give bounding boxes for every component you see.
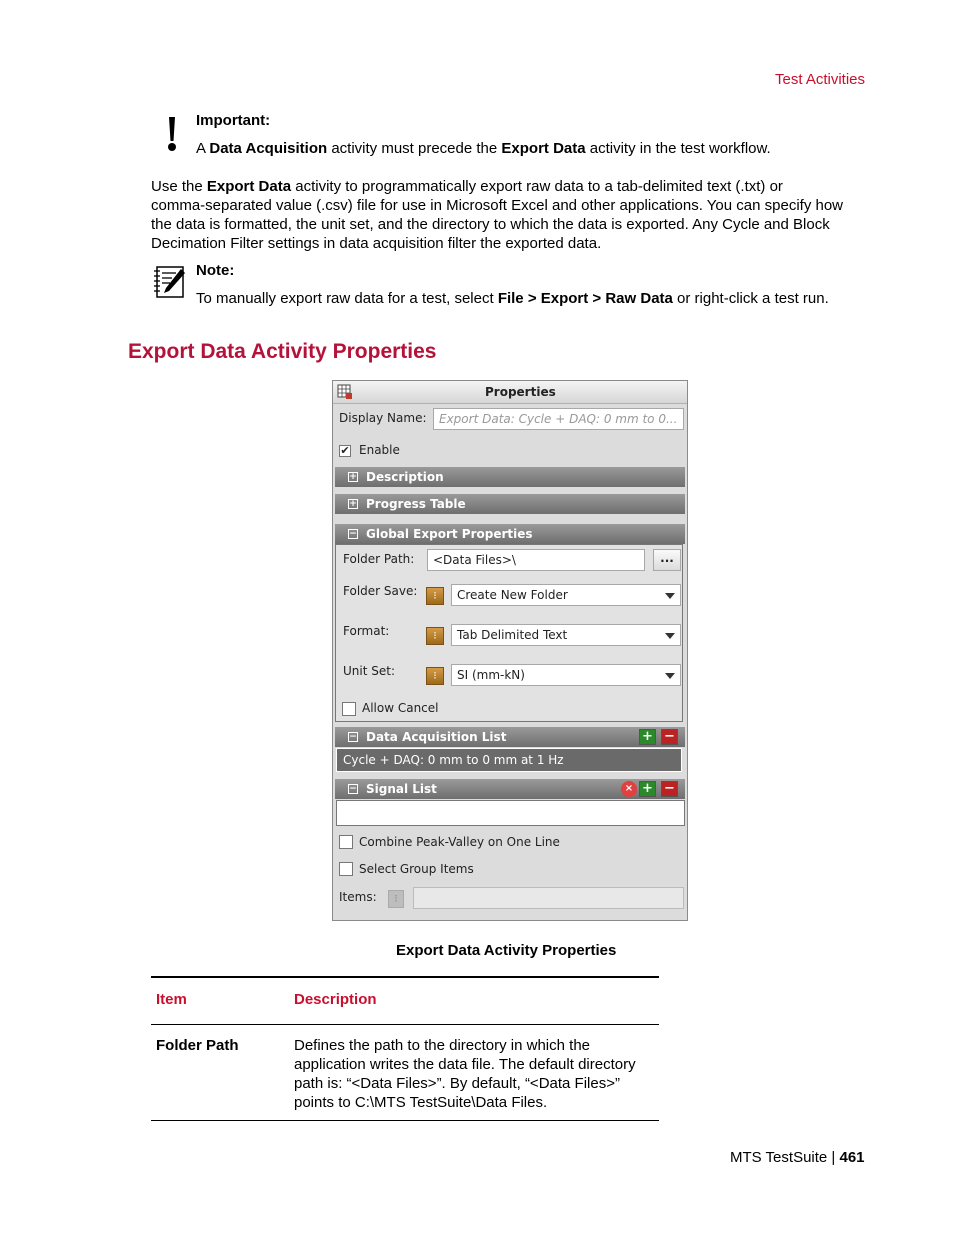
table-header-item: Item: [156, 991, 187, 1008]
display-name-label: Display Name:: [339, 411, 427, 425]
note-label: Note:: [196, 262, 235, 279]
note-pencil-icon: [151, 263, 187, 299]
global-export-section-header[interactable]: − Global Export Properties: [335, 524, 685, 544]
format-label: Format:: [343, 624, 390, 638]
format-dropdown[interactable]: Tab Delimited Text: [451, 624, 681, 646]
remove-icon[interactable]: −: [661, 781, 678, 797]
table-bottom-rule: [151, 1120, 659, 1121]
signal-list-box[interactable]: [336, 800, 685, 826]
table-row-description: Defines the path to the directory in which the application writes the data file. The default directory path is: “<Data Files>”. By default, “<Data Files>” points to C:\MTS TestSuite\Data Files.: [294, 1037, 636, 1111]
combine-peak-valley-checkbox[interactable]: [339, 835, 353, 849]
unit-set-dropdown[interactable]: SI (mm-kN): [451, 664, 681, 686]
description-section-header[interactable]: + Description: [335, 467, 685, 487]
section-title: Export Data Activity Properties: [128, 340, 437, 363]
unit-set-label: Unit Set:: [343, 664, 395, 678]
daq-list-item[interactable]: Cycle + DAQ: 0 mm to 0 mm at 1 Hz: [336, 748, 682, 772]
note-text: To manually export raw data for a test, select File > Export > Raw Data or right-click a test run.: [196, 290, 829, 307]
folder-save-label: Folder Save:: [343, 584, 418, 598]
browse-button[interactable]: ...: [653, 549, 681, 571]
properties-grid-icon: [337, 384, 353, 403]
items-label: Items:: [339, 890, 377, 904]
progress-table-section-header[interactable]: + Progress Table: [335, 494, 685, 514]
collapse-icon: −: [349, 784, 357, 794]
collapse-icon: −: [349, 732, 357, 742]
chevron-down-icon: [665, 633, 675, 639]
expand-icon: +: [349, 472, 357, 482]
properties-panel: [332, 380, 688, 921]
collapse-icon: −: [349, 529, 357, 539]
page-footer: MTS TestSuite | 461: [730, 1149, 865, 1166]
table-top-rule: [151, 976, 659, 978]
allow-cancel-checkbox[interactable]: [342, 702, 356, 716]
lock-icon[interactable]: ⁝: [426, 587, 444, 605]
allow-cancel-label: Allow Cancel: [362, 701, 439, 715]
lock-icon-disabled: ⁝: [388, 890, 404, 908]
signal-list-section-header[interactable]: − Signal List: [335, 779, 685, 799]
properties-title: Properties: [485, 385, 556, 399]
select-group-items-checkbox[interactable]: [339, 862, 353, 876]
folder-path-input[interactable]: <Data Files>\: [427, 549, 645, 571]
lock-icon[interactable]: ⁝: [426, 627, 444, 645]
table-header-description: Description: [294, 991, 377, 1008]
remove-icon[interactable]: −: [661, 729, 678, 745]
exclamation-icon: [164, 115, 180, 153]
add-icon[interactable]: +: [639, 729, 656, 745]
items-input[interactable]: [413, 887, 684, 909]
important-text: A Data Acquisition activity must precede the Export Data activity in the test workflow.: [196, 140, 771, 157]
add-icon[interactable]: +: [639, 781, 656, 797]
enable-label: Enable: [359, 443, 400, 457]
select-group-items-label: Select Group Items: [359, 862, 474, 876]
important-label: Important:: [196, 112, 271, 129]
chevron-down-icon: [665, 673, 675, 679]
table-header-rule: [151, 1024, 659, 1025]
figure-caption: Export Data Activity Properties: [396, 942, 617, 959]
properties-titlebar: [333, 381, 687, 404]
expand-icon: +: [349, 499, 357, 509]
combine-peak-valley-label: Combine Peak-Valley on One Line: [359, 835, 560, 849]
enable-checkbox[interactable]: ✔: [340, 444, 350, 457]
daq-list-section-header[interactable]: − Data Acquisition List: [335, 727, 685, 747]
folder-save-dropdown[interactable]: Create New Folder: [451, 584, 681, 606]
folder-path-label: Folder Path:: [343, 552, 415, 566]
header-section-link[interactable]: Test Activities: [775, 71, 866, 88]
body-paragraph: Use the Export Data activity to programmatically export raw data to a tab-delimited text (.txt) or comma-separated value (.csv) file for use in Microsoft Excel and other applications. You can specify how the data is formatted, the unit set, and the directory to which the data is exported. Any Cycle and Block Decimation Filter settings in data acquisition filter the exported data.: [151, 178, 844, 252]
lock-icon[interactable]: ⁝: [426, 667, 444, 685]
display-name-input[interactable]: Export Data: Cycle + DAQ: 0 mm to 0...: [433, 408, 684, 430]
clear-icon[interactable]: ×: [621, 781, 637, 797]
chevron-down-icon: [665, 593, 675, 599]
table-row-item: Folder Path: [156, 1037, 239, 1054]
